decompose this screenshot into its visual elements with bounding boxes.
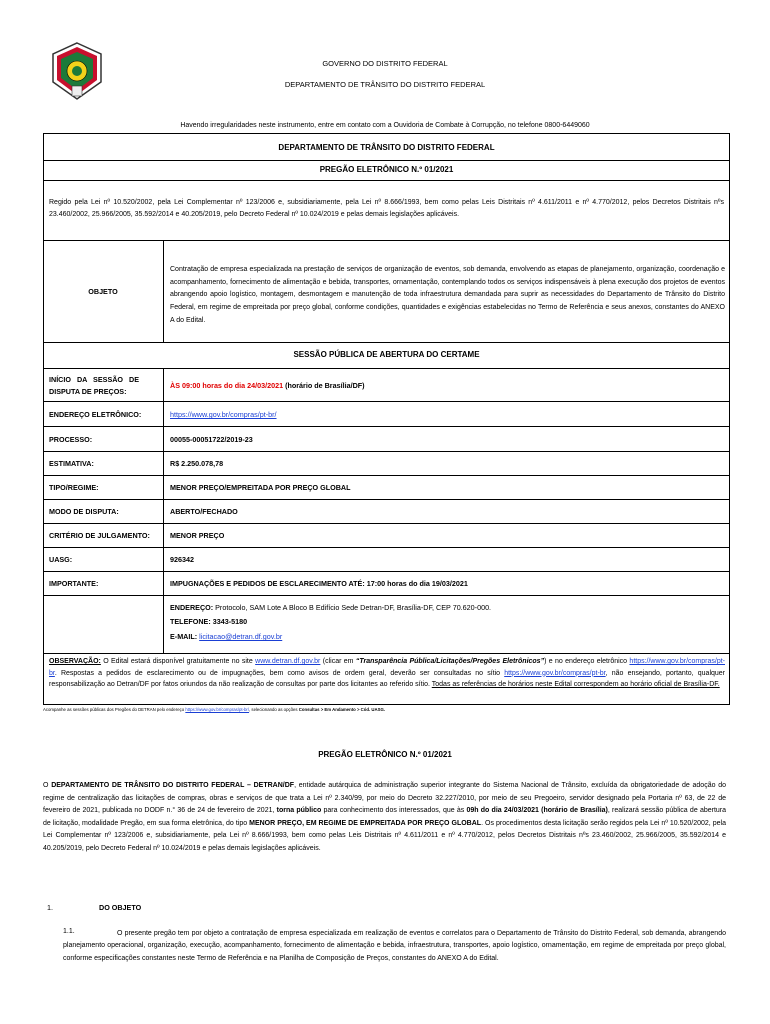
modo-disputa-label: MODO DE DISPUTA: [49,507,119,516]
box-title: DEPARTAMENTO DE TRÂNSITO DO DISTRITO FEDERAL [278,143,495,152]
section-title: DO OBJETO [99,903,142,912]
tipo-regime-value: MENOR PREÇO/EMPREITADA POR PREÇO GLOBAL [170,483,351,492]
observacao-link-compras-1[interactable]: https://www.gov.br/compras/pt-br [49,658,725,677]
estimativa-value: R$ 2.250.078,78 [170,459,224,468]
preamble-run: para conhecimento dos interessados, que às [321,807,467,815]
endereco-label: ENDEREÇO: [170,603,214,612]
inicio-value [170,381,365,390]
uasg-value: 926342 [170,555,194,564]
criterio-julgamento-label: CRITÉRIO DE JULGAMENTO: [49,531,150,540]
preamble-run: DEPARTAMENTO DE TRÂNSITO DO DISTRITO FEDERAL – DETRAN/DF [51,782,295,789]
footnote-text: Acompanhe as sessões públicas dos Pregões do DETRAN pelo endereço [43,707,186,712]
observacao-label: OBSERVAÇÃO: [49,658,101,665]
section-number: 1. [47,903,53,912]
box-pregao-number: PREGÃO ELETRÔNICO N.º 01/2021 [319,165,454,174]
preamble-run: , realizará sessão pública de abertura de licitação, modalidade Pregão, em sua forma eletrônica, do tipo [43,807,727,827]
observacao-paragraph [49,656,725,691]
item-text: O presente pregão tem por objeto a contratação de empresa especializada em realização de eventos e correlatos para o Departamento de Trânsito do Distrito Federal, sob demanda, abrangendo planejamento operacional, organização, execução, acompanhamento, fornecimento de alimentação e bebida, infraestrutura, transportes, apoio logístico, ornamentação, em regime de empreitada por preço global, conforme especificações constantes neste Termo de Referência e na Planilha de Composição de Preços, constantes do ANEXO A do Edital. [63,930,726,962]
endereco-protocolo [170,603,491,612]
preamble-run: 09h do dia 24/03/2021 (horário de Brasília) [466,807,608,815]
observacao-text-4: . Respostas a pedidos de esclarecimento ou de impugnações, bem como avisos de ordem geral, deverão ser consultadas no sítio [54,669,505,677]
observacao-text-1: O Edital estará disponível gratuitamente no site [100,658,256,665]
criterio-julgamento-value: MENOR PREÇO [170,531,225,540]
observacao-link-detran[interactable]: www.detran.df.gov.br [255,658,321,665]
endereco-eletronico-label: ENDEREÇO ELETRÔNICO: [49,410,142,419]
estimativa-label: ESTIMATIVA: [49,459,94,468]
footnote [43,707,385,712]
objeto-text: Contratação de empresa especializada na prestação de serviços de organização de eventos, sob demanda, envolvendo as etapas de planejamento, organização, coordenação e acompanhamento, fornecimento de alimentação e bebida, transportes, ornamentação, contemplando todos os serviços indispensáveis à plena execução dos projetos de eventos abrangendo apoio logístico, montagem, desmontagem e manutenção de toda infraestrutura demandada para suprir as necessidades do Departamento de Trânsito do Distrito Federal, em regime de empreitada por preço global, conforme condições, quantidades e exigências estabelecidas no Termo de Referência e seus anexos, constantes do ANEXO A do Edital. [170,266,725,324]
observacao-text-5: , não ensejando, portanto, qualquer responsabilização ao Detran/DF por fatos oriundos da não realização de consultas por parte dos licitantes ao referido sítio. [49,669,726,689]
importante-value: IMPUGNAÇÕES E PEDIDOS DE ESCLARECIMENTO ATÉ: 17:00 horas do dia 19/03/2021 [170,579,468,588]
observacao-text-2: (clicar em [320,658,356,665]
footnote-text-2: , selecionando as opções [249,707,299,712]
header-department: DEPARTAMENTO DE TRÂNSITO DO DISTRITO FEDERAL [284,80,486,89]
preamble-run: MENOR PREÇO, EM REGIME DE EMPREITADA POR PREÇO GLOBAL [249,819,482,827]
processo-label: PROCESSO: [49,435,93,444]
uasg-label: UASG: [49,555,73,564]
observacao-path: “Transparência Pública/Licitações/Pregões Eletrônicos” [355,658,545,665]
detran-df-logo [50,42,104,100]
objeto-label: OBJETO [88,287,118,296]
modo-disputa-value: ABERTO/FECHADO [170,507,238,516]
preamble-run: , entidade autárquica de administração superior integrante do Sistema Nacional de Trânsito, excluída da obrigatoriedade de adoção do regime de centralização das licitações de compras, obras e serviços de que trata a Lei nº 2.340/99, por meio do Decreto 32.227/2010, por meio de seu Pregoeiro, servidor designado pela Portaria nº 63, de 22 de fevereiro de 2021, publicada no DODF n.° 36 de 24 de fevereiro de 2021, [43,782,727,815]
telefone: TELEFONE: 3343-5180 [170,617,248,626]
observacao-link-compras-2[interactable]: https://www.gov.br/compras/pt-br [504,669,606,677]
inicio-label-line2: DISPUTA DE PREÇOS: [49,387,127,396]
importante-label: IMPORTANTE: [49,579,99,588]
preamble-run: torna público [276,807,322,815]
preamble-run: O [43,782,52,789]
box-legal-basis: Regido pela Lei nº 10.520/2002, pela Lei Complementar nº 123/2006 e, subsidiariamente, pela Lei nº 8.666/1993, bem como pelas Leis Distritais nº 4.611/2011 e nº 4.770/2012, pelos Decretos Distritais nºs 23.460/2002, 25.966/2005, 35.592/2014 e 40.205/2019, pelo Decreto Federal nº 10.024/2019 e pelas demais legislações aplicáveis. [49,199,724,218]
inicio-label-line1: INÍCIO DA SESSÃO DE [49,375,139,384]
endereco-value: Protocolo, SAM Lote A Bloco B Edifício Sede Detran-DF, Brasília-DF, CEP 70.620-000. [213,603,492,612]
header-notice: Havendo irregularidades neste instrumento, entre em contato com a Ouvidoria de Combate à Corrupção, no telefone 0800-6449060 [180,122,590,129]
email [170,632,282,641]
header-government: GOVERNO DO DISTRITO FEDERAL [322,59,448,68]
email-link[interactable]: licitacao@detran.df.gov.br [199,632,283,641]
inicio-value-timezone: (horário de Brasília/DF) [283,381,365,390]
sessao-title: SESSÃO PÚBLICA DE ABERTURA DO CERTAME [293,350,480,359]
item-number: 1.1. [63,928,75,935]
body-title: PREGÃO ELETRÔNICO N.º 01/2021 [318,750,452,759]
footnote-path: Consultas > Em Andamento > Cód. UASG. [298,707,386,712]
observacao-horario-note: Todas as referências de horários neste Edital correspondem ao horário oficial de Brasília-DF. [431,681,720,689]
observacao-text-3: ) e no endereço eletrônico [544,658,630,665]
tipo-regime-label: TIPO/REGIME: [49,483,99,492]
endereco-eletronico-link[interactable]: https://www.gov.br/compras/pt-br/ [170,410,277,419]
processo-value: 00055-00051722/2019-23 [170,435,253,444]
preamble-paragraph [43,780,726,856]
email-label: E-MAIL: [170,632,200,641]
preamble-run: . Os procedimentos desta licitação serão regidos pela Lei nº 10.520/2002, pela Lei Complementar nº 123/2006 e, subsidiariamente, pela Lei nº 8.666/1993, bem como pelas Leis Distritais nº 4.611/2011 e nº 4.770/2012, pelos Decretos Distritais nºs 23.460/2002, 25.966/2005, 35.592/2014 e 40.205/2019, pelo Decreto Federal nº 10.024/2019 e pelas demais legislações aplicáveis. [43,819,727,852]
footnote-link[interactable]: https://www.gov.br/compras/pt-br/ [185,707,250,712]
inicio-value-date: ÀS 09:00 horas do dia 24/03/2021 [170,381,284,390]
